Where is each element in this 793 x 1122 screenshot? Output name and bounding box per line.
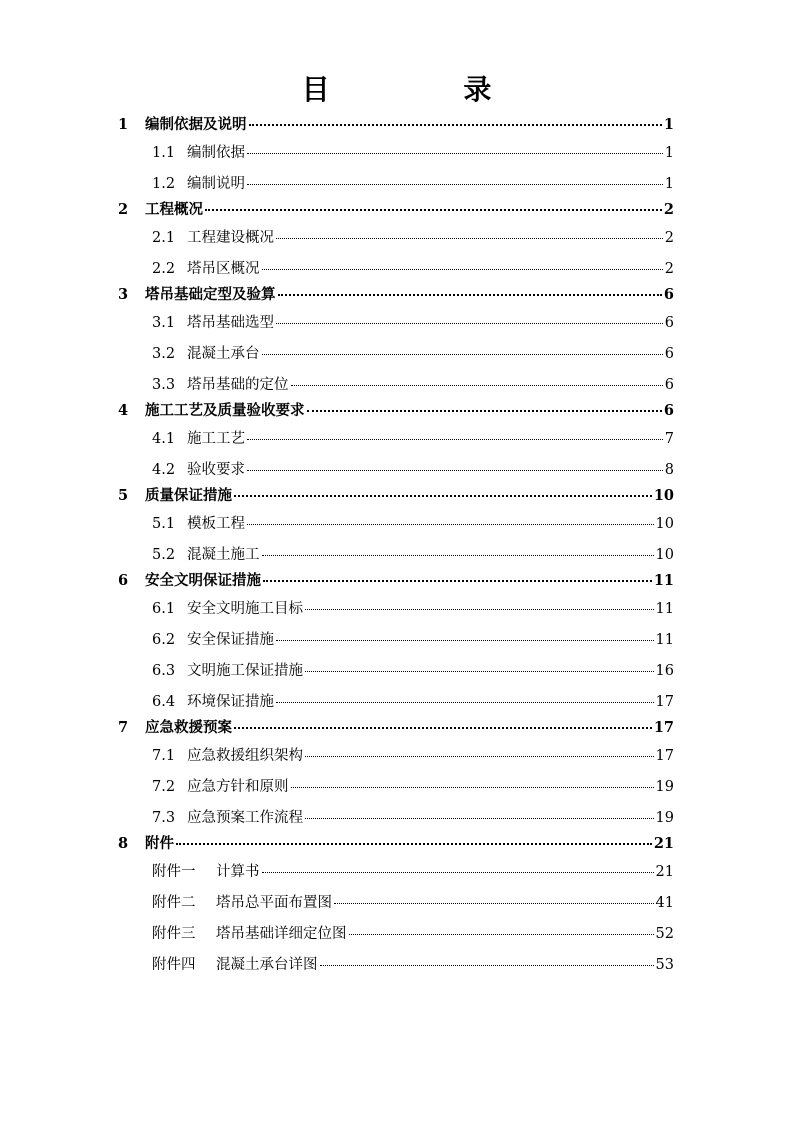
toc-leader-dots	[291, 787, 654, 788]
toc-section-entry[interactable]	[152, 141, 674, 165]
toc-entry-label: 工程概况	[145, 201, 203, 218]
toc-section-entry[interactable]	[152, 953, 674, 977]
toc-leader-dots	[263, 580, 652, 582]
toc-chapter-entry[interactable]	[118, 399, 674, 423]
toc-entry-number: 5	[118, 487, 129, 504]
toc-entry-label: 应急救援组织架构	[187, 748, 303, 764]
toc-leader-dots	[249, 124, 662, 126]
toc-leader-dots	[262, 269, 663, 270]
toc-leader-dots	[276, 640, 654, 641]
toc-leader-dots	[205, 209, 662, 211]
toc-entry-number: 2	[118, 201, 129, 218]
toc-entry-number: 3	[118, 286, 129, 303]
toc-leader-dots	[278, 294, 662, 296]
toc-chapter-entry[interactable]	[118, 484, 674, 508]
toc-entry-number: 1.2	[152, 176, 176, 192]
toc-leader-dots	[305, 671, 654, 672]
toc-entry-number: 1	[118, 116, 129, 133]
toc-leader-dots	[276, 323, 663, 324]
toc-entry-label: 施工工艺	[187, 431, 245, 447]
toc-entry-number: 附件三	[152, 926, 196, 942]
toc-entry-label: 环境保证措施	[187, 694, 274, 710]
toc-entry-page: 6	[664, 377, 674, 393]
toc-entry-number: 7	[118, 719, 129, 736]
toc-entry-page: 6	[663, 402, 674, 419]
toc-entry-number: 5.1	[152, 516, 176, 532]
toc-entry-number: 4.1	[152, 431, 176, 447]
toc-entry-number: 6	[118, 572, 129, 589]
toc-entry-page: 52	[655, 926, 674, 942]
toc-leader-dots	[349, 934, 654, 935]
toc-section-entry[interactable]	[152, 628, 674, 652]
toc-entry-label: 塔吊区概况	[187, 261, 260, 277]
toc-chapter-entry[interactable]	[118, 283, 674, 307]
toc-entry-number: 3.3	[152, 377, 176, 393]
page-title: 目 录	[301, 73, 554, 106]
toc-chapter-entry[interactable]	[118, 198, 674, 222]
toc-entry-number: 6.2	[152, 632, 176, 648]
toc-section-entry[interactable]	[152, 311, 674, 335]
toc-leader-dots	[305, 609, 654, 610]
toc-leader-dots	[234, 495, 652, 497]
toc-section-entry[interactable]	[152, 226, 674, 250]
toc-entry-label: 应急救援预案	[145, 719, 232, 736]
toc-entry-page: 2	[664, 261, 674, 277]
toc-leader-dots	[262, 872, 654, 873]
toc-entry-label: 施工工艺及质量验收要求	[145, 402, 305, 419]
toc-entry-label: 塔吊总平面布置图	[216, 895, 332, 911]
toc-section-entry[interactable]	[152, 512, 674, 536]
toc-section-entry[interactable]	[152, 891, 674, 915]
toc-entry-number: 1.1	[152, 145, 176, 161]
toc-section-entry[interactable]	[152, 806, 674, 830]
toc-entry-page: 10	[655, 547, 674, 563]
toc-entry-number: 3.1	[152, 315, 176, 331]
toc-entry-page: 11	[655, 632, 674, 648]
toc-chapter-entry[interactable]	[118, 832, 674, 856]
toc-entry-page: 19	[655, 779, 674, 795]
toc-entry-label: 模板工程	[187, 516, 245, 532]
toc-entry-number: 6.4	[152, 694, 176, 710]
toc-entry-label: 混凝土承台	[187, 346, 260, 362]
toc-entry-page: 53	[655, 957, 674, 973]
toc-leader-dots	[305, 756, 654, 757]
toc-section-entry[interactable]	[152, 373, 674, 397]
toc-entry-label: 塔吊基础详细定位图	[216, 926, 347, 942]
toc-entry-number: 附件一	[152, 864, 196, 880]
toc-section-entry[interactable]	[152, 172, 674, 196]
toc-leader-dots	[262, 354, 663, 355]
toc-entry-label: 应急预案工作流程	[187, 810, 303, 826]
toc-leader-dots	[247, 153, 663, 154]
toc-entry-page: 17	[653, 719, 674, 736]
toc-entry-label: 应急方针和原则	[187, 779, 289, 795]
toc-entry-page: 6	[664, 346, 674, 362]
toc-entry-label: 安全文明保证措施	[145, 572, 261, 589]
toc-entry-label: 编制依据及说明	[145, 116, 247, 133]
toc-chapter-entry[interactable]	[118, 716, 674, 740]
toc-entry-label: 塔吊基础选型	[187, 315, 274, 331]
toc-section-entry[interactable]	[152, 458, 674, 482]
toc-entry-label: 混凝土承台详图	[216, 957, 318, 973]
toc-leader-dots	[247, 470, 663, 471]
toc-entry-number: 6.1	[152, 601, 176, 617]
toc-section-entry[interactable]	[152, 342, 674, 366]
toc-entry-number: 4.2	[152, 462, 176, 478]
toc-entry-label: 安全文明施工目标	[187, 601, 303, 617]
toc-entry-page: 2	[663, 201, 674, 218]
toc-entry-page: 1	[664, 145, 674, 161]
toc-entry-page: 11	[653, 572, 674, 589]
toc-entry-page: 41	[655, 895, 674, 911]
toc-entry-number: 5.2	[152, 547, 176, 563]
toc-entry-number: 2.2	[152, 261, 176, 277]
toc-entry-label: 附件	[145, 835, 174, 852]
toc-leader-dots	[334, 903, 654, 904]
toc-chapter-entry[interactable]	[118, 113, 674, 137]
toc-entry-page: 19	[655, 810, 674, 826]
toc-entry-page: 10	[653, 487, 674, 504]
toc-entry-page: 11	[655, 601, 674, 617]
toc-leader-dots	[291, 385, 663, 386]
toc-section-entry[interactable]	[152, 744, 674, 768]
toc-entry-page: 1	[663, 116, 674, 133]
toc-leader-dots	[247, 184, 663, 185]
toc-entry-page: 21	[655, 864, 674, 880]
toc-leader-dots	[262, 555, 654, 556]
toc-leader-dots	[247, 439, 663, 440]
toc-entry-label: 质量保证措施	[145, 487, 232, 504]
toc-entry-page: 2	[664, 230, 674, 246]
toc-section-entry[interactable]	[152, 543, 674, 567]
toc-entry-page: 1	[664, 176, 674, 192]
toc-entry-label: 编制依据	[187, 145, 245, 161]
toc-entry-number: 附件四	[152, 957, 196, 973]
toc-entry-page: 21	[653, 835, 674, 852]
toc-entry-number: 8	[118, 835, 129, 852]
toc-entry-label: 文明施工保证措施	[187, 663, 303, 679]
toc-section-entry[interactable]	[152, 257, 674, 281]
toc-entry-label: 安全保证措施	[187, 632, 274, 648]
toc-entry-number: 6.3	[152, 663, 176, 679]
toc-entry-label: 编制说明	[187, 176, 245, 192]
toc-leader-dots	[320, 965, 654, 966]
toc-entry-number: 7.2	[152, 779, 176, 795]
toc-entry-label: 混凝土施工	[187, 547, 260, 563]
toc-leader-dots	[305, 818, 654, 819]
toc-leader-dots	[247, 524, 654, 525]
toc-section-entry[interactable]	[152, 427, 674, 451]
toc-section-entry[interactable]	[152, 922, 674, 946]
toc-section-entry[interactable]	[152, 690, 674, 714]
toc-leader-dots	[276, 702, 654, 703]
toc-entry-number: 3.2	[152, 346, 176, 362]
toc-section-entry[interactable]	[152, 860, 674, 884]
toc-entry-label: 工程建设概况	[187, 230, 274, 246]
toc-entry-page: 6	[664, 315, 674, 331]
toc-entry-number: 附件二	[152, 895, 196, 911]
toc-entry-page: 7	[664, 431, 674, 447]
toc-chapter-entry[interactable]	[118, 569, 674, 593]
toc-leader-dots	[276, 238, 663, 239]
toc-entry-label: 塔吊基础定型及验算	[145, 286, 276, 303]
toc-entry-number: 7.3	[152, 810, 176, 826]
toc-entry-page: 17	[655, 748, 674, 764]
toc-section-entry[interactable]	[152, 597, 674, 621]
toc-section-entry[interactable]	[152, 775, 674, 799]
toc-entry-page: 10	[655, 516, 674, 532]
toc-entry-label: 验收要求	[187, 462, 245, 478]
toc-leader-dots	[234, 727, 652, 729]
toc-entry-page: 6	[663, 286, 674, 303]
toc-leader-dots	[307, 410, 662, 412]
toc-entry-number: 2.1	[152, 230, 176, 246]
toc-section-entry[interactable]	[152, 659, 674, 683]
toc-entry-number: 7.1	[152, 748, 176, 764]
toc-entry-label: 塔吊基础的定位	[187, 377, 289, 393]
toc-entry-page: 16	[655, 663, 674, 679]
toc-entry-number: 4	[118, 402, 129, 419]
toc-entry-label: 计算书	[216, 864, 260, 880]
toc-entry-page: 17	[655, 694, 674, 710]
toc-entry-page: 8	[664, 462, 674, 478]
toc-leader-dots	[176, 843, 652, 845]
